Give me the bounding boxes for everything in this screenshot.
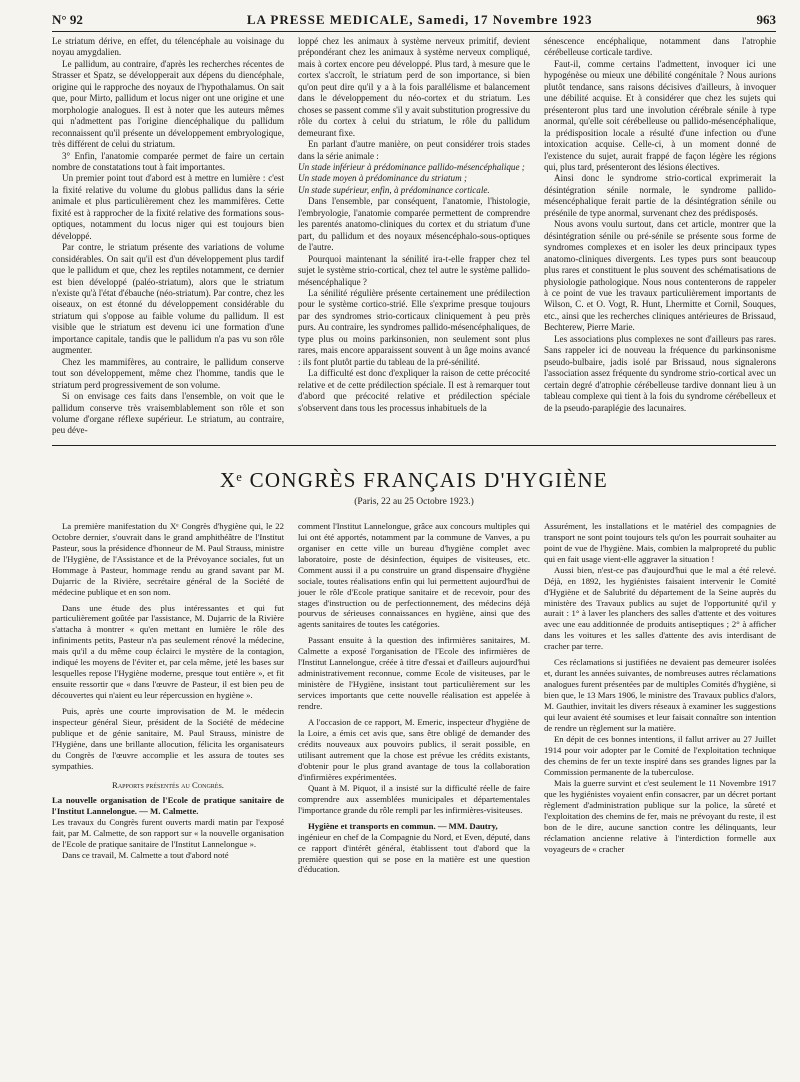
- page-number: 963: [756, 12, 776, 27]
- column-3: [544, 36, 776, 437]
- congress-heading: [52, 468, 776, 507]
- article-columns: [52, 36, 776, 437]
- stage-item: Un stade supérieur, enfin, à prédominance corticale.: [298, 184, 490, 195]
- issue-number: N° 92: [52, 12, 83, 27]
- report-title: La nouvelle organisation de l'Ecole de pratique sanitaire de l'Institut Lannelongue. — M. Calmette.: [52, 794, 284, 816]
- page-header: [52, 12, 776, 32]
- paragraph: Quant à M. Piquot, il a insisté sur la difficulté réelle de faire comprendre aux assemblées municipales et départementales l'importance grande du rôle rempli par les infirmières-visiteuses.: [298, 782, 530, 815]
- stage-item: Un stade moyen à prédominance du striatum ;: [298, 173, 467, 184]
- paragraph: Si on envisage ces faits dans l'ensemble, on voit que le pallidum conserve très vraisemblablement son rôle et son volume d'organe réflexe supérieur. Le striatum, au contraire, peu déve-: [52, 391, 284, 436]
- paragraph: En parlant d'autre manière, on peut considérer trois stades dans la série animale :: [298, 139, 530, 161]
- stage-item: Un stade inférieur à prédominance pallido-mésencéphalique ;: [298, 161, 525, 172]
- journal-title: LA PRESSE MEDICALE, Samedi, 17 Novembre 1923: [246, 12, 593, 27]
- column-3: [544, 521, 776, 876]
- paragraph: Chez les mammifères, au contraire, le pallidum conserve tout son développement, même chez l'homme, tandis que le striatum perd progressivement de son volume.: [52, 356, 284, 390]
- paragraph: Pourquoi maintenant la sénilité ira-t-elle frapper chez tel sujet le système strio-cortical, chez tel autre le système pallido-mésencéphalique ?: [298, 253, 530, 287]
- paragraph: Dans ce travail, M. Calmette a tout d'abord noté: [62, 849, 229, 860]
- paragraph: comment l'Institut Lannelongue, grâce aux concours multiples qui lui ont été apportés, notamment par la commune de Vanves, a pu organiser en cette ville un bureau d'hygiène complet avec laboratoire, poste de désinfection, équipes de visiteuses, etc. Comment aussi il a pu construire un grand dispensaire d'hygiène sociale, toutes réalisations enfin qui lui permettent aujourd'hui de jouer le rôle d'Ecole pratique sanitaire et de recevoir, pour des stages d'instruction ou de perfectionnement, des médecins déjà pourvus de sérieuses connaissances en hygiène, ainsi que des agents sanitaires de toutes les catégories.: [298, 520, 530, 630]
- paragraph: loppé chez les animaux à système nerveux primitif, devient prépondérant chez les animaux à système nerveux compliqué, mais à cortex encore peu développé. Plus tard, à mesure que le cortex s'accroît, le striatum perd de son importance, si bien qu'on peut dire qu'il y a à la fois parallélisme et balancement dans le développement du néo-cortex et du striatum. Les choses se passent comme s'il y avait substitution progressive du rôle du cortex à celui du striatum, le rôle du pallidum demeurant fixe.: [298, 36, 530, 138]
- column-2: [298, 521, 530, 876]
- column-1: [52, 36, 284, 437]
- section-divider: [52, 445, 776, 446]
- paragraph: La première manifestation du Xᵉ Congrès d'hygiène qui, le 22 Octobre dernier, s'ouvrait dans le grand amphithéâtre de l'Institut Pasteur, sous la présidence d'honneur de M. Paul Strauss, ministre de l'Hygiène, de l'Assistance et de la Prévoyance sociales, fut un Hommage à Pasteur, hommage rendu au grand savant par M. Dujarric de la Rivière, secrétaire général de la Société de médecine publique et en son nom.: [52, 520, 284, 597]
- section-dates: (Paris, 22 au 25 Octobre 1923.): [354, 496, 474, 507]
- paragraph: Dans une étude des plus intéressantes et qui fut particulièrement goûtée par l'assistance, M. Dujarric de la Rivière s'attacha à montrer « qu'en mettant en lumière le rôle des infiniments petits, Pasteur n'a pas seulement rénové la médecine, mais qu'il a du même coup éclairci le mystère de la contagion, indiqué les moyens de l'éviter et, par cela même, jeté les bases sur lesquelles repose l'Hygiène moderne, presque tout entière », et fit ensuite ressortir que « dans l'œuvre de Pasteur, il est bien peu de découvertes qui n'aient eu leur répercussion en hygiène ».: [52, 602, 284, 701]
- paragraph: Puis, après une courte improvisation de M. le médecin inspecteur général Sieur, président de la Société de médecine publique et de génie sanitaire, M. Paul Strauss, ministre de l'Hygiène, dans une brillante allocution, félicita les organisateurs du Congrès de l'œuvre accomplie et les assura de toutes ses sympathies.: [52, 706, 284, 771]
- paragraph: Ainsi donc le syndrome strio-cortical exprimerait la désintégration sénile normale, le syndrome pallido-mésencéphalique ferait partie de la désintégration sénile ou présénile de type anormal, survenant chez des prédisposés.: [544, 173, 776, 218]
- paragraph: En dépit de ces bonnes intentions, il fallut arriver au 27 Juillet 1914 pour voir adopter par le Comité de l'exploitation technique des chemins de fer un texte inspiré dans ses grandes lignes par la Commission permanente de la tuberculose.: [544, 733, 776, 777]
- column-1: [52, 521, 284, 876]
- paragraph: Le striatum dérive, en effet, du télencéphale au voisinage du noyau amygdalien.: [52, 36, 284, 58]
- paragraph: Aussi bien, n'est-ce pas d'aujourd'hui que le mal a été relevé. Déjà, en 1892, les hygiénistes faisaient intervenir le Comité d'Hygiène et de Salubrité du département de la Seine auprès du ministère des Travaux publics au sujet de l'opportunité qu'il y aurait : 1° à laver les planchers des salles d'attente et des voitures avec une eau additionnée de produits antiseptiques ; 2° à afficher dans les voitures et les salles d'attente des avis interdisant de cracher par terre.: [544, 564, 776, 652]
- paragraph: Le pallidum, au contraire, d'après les recherches récentes de Strasser et Spatz, se développerait aux dépens du diencéphale, origine qui le rapproche des noyaux de l'hypothalamus. On sait que, pour Mirto, pallidum et locus niger ont une origine et une morphologie analogues. Il est à noter que les auteurs mêmes qui n'admettent pas l'origine diencéphalique du pallidum reconnaissent qu'il présente un développement embryologique, très différent de celui du striatum.: [52, 58, 284, 150]
- paragraph: Passant ensuite à la question des infirmières sanitaires, M. Calmette a exposé l'organisation de l'Ecole des infirmières de l'Institut Lannelongue, créée à titre d'essai et d'ailleurs aujourd'hui administrativement reconnue, comme Ecole de visiteuses, par le ministère de l'Hygiène, insistant tout particulièrement sur les services importants que cette nouvelle réalisation est appelée à rendre.: [298, 635, 530, 712]
- paragraph: Les travaux du Congrès furent ouverts mardi matin par l'exposé fait, par M. Calmette, de son rapport sur « la nouvelle organisation de l'Ecole de pratique sanitaire de l'Institut Lannelongue ».: [52, 816, 284, 849]
- paragraph: Assurément, les installations et le matériel des compagnies de transport ne sont point toujours tels qu'on les pourrait souhaiter au point de vue de l'hygiène. Mais, combien la malpropreté du public qui en fait usage vient-elle aggraver la situation !: [544, 520, 776, 564]
- paragraph: La difficulté est donc d'expliquer la raison de cette précocité relative et de cette prédilection spéciale. Il est à remarquer tout d'abord que précocité relative et prédilection spéciale s'observent dans tous les processus inhabituels de la: [298, 368, 530, 413]
- paragraph: sénescence encéphalique, notamment dans l'atrophie cérébelleuse corticale tardive.: [544, 36, 776, 58]
- column-2: [298, 36, 530, 437]
- section-title: Xᵉ CONGRÈS FRANÇAIS D'HYGIÈNE: [219, 467, 609, 492]
- report-title: Hygiène et transports en commun. — MM. Dautry,: [308, 820, 498, 831]
- paragraph: Faut-il, comme certains l'admettent, invoquer ici une hypogénèse ou mieux une débilité congénitale ? Nous aurions plutôt tendance, sans raisons décisives d'ailleurs, à invoquer une débilité acquise. Et à considérer que chez les sujets qui présenteront plus tard une involution cérébrale sénile à type anormal, qu'elle soit cérébelleuse ou pallido-mésencéphalique, la prédisposition locale a résulté d'une infection ou d'une intoxication acquise. Celle-ci, à un moment donné de l'existence du sujet, aurait frappé de façon légère les régions qui, plus tard, présenteront des lésions électives.: [544, 58, 776, 172]
- paragraph: Par contre, le striatum présente des variations de volume considérables. On sait qu'il est d'un développement plus tardif que le pallidum et que, chez les reptiles notamment, ce dernier est bien développé (paléo-striatum), alors que le striatum n'existe qu'à l'état d'ébauche (néo-striatum). Par contre, chez les oiseaux, on est étonné du développement considérable du striatum qui s'oppose au faible volume du pallidum. Il est visible que le striatum est devenu ici une formation d'une importance capitale, tandis que le pallidum n'a pas vu son rôle augmenter.: [52, 242, 284, 356]
- paragraph: A l'occasion de ce rapport, M. Emeric, inspecteur d'hygiène de la Loire, a émis cet avis que, sans être obligé de demander des crédits nouveaux aux pouvoirs publics, il serait possible, en utilisant autrement que la chose est prévue les crédits existants, d'obtenir pour le plus grand avantage de tous la collaboration d'infirmières expérimentées.: [298, 717, 530, 782]
- paragraph: Ces réclamations si justifiées ne devaient pas demeurer isolées et, durant les années suivantes, de nombreuses autres réclamations analogues furent présentées par de multiples Comités d'hygiène, si bien que, le 13 Mars 1906, le ministre des Travaux publics d'alors, M. Gauthier, invitait les divers réseaux à examiner les suggestions qui leur avaient été soumises et leur faisait connaître son intention de rendre un règlement sur la matière.: [544, 657, 776, 734]
- paragraph: Un premier point tout d'abord est à mettre en lumière : c'est la fixité relative du volume du globus pallidus dans la série animale et plus particulièrement chez les mammifères. Cette fixité est à rapprocher de la fixité relative des formations sous-optiques, notamment du locus niger qui est toujours bien développé.: [52, 173, 284, 241]
- paragraph: ingénieur en chef de la Compagnie du Nord, et Even, député, dans ce rapport d'intérêt général, établissent tout d'abord que la première question qui se pose en la matière est une question d'éducation.: [298, 831, 530, 875]
- paragraph: Mais la guerre survint et c'est seulement le 11 Novembre 1917 que les hygiénistes voyaient enfin consacrer, par un décret portant règlement d'administration publique sur la police, la sûreté et l'exploitation des chemins de fer, mais ne prévoyant du reste, il est bon de le dire, aucune sanction contre les délinquants, leur réclamation ancienne relative à l'interdiction formelle aux voyageurs de « cracher: [544, 777, 776, 854]
- paragraph: Dans l'ensemble, par conséquent, l'anatomie, l'histologie, l'embryologie, l'anatomie comparée permettent de comprendre les parentés anatomo-cliniques du cortex et du striatum d'une part, du pallidum et des noyaux mésencéphalo-sous-optiques de l'autre.: [298, 196, 530, 253]
- paragraph: La sénilité régulière présente certainement une prédilection pour le système cortico-strié. Elle s'exprime presque toujours par des syndromes strio-corticaux cliniquement à peu près purs. Au contraire, les syndromes pallido-mésencéphaliques, de type plus ou moins parkinsonien, non seulement sont plus rares, mais encore apparaissent souvent à un âge moins avancé : ils font plutôt partie du tableau de la pré-sénilité.: [298, 287, 530, 367]
- reports-heading: Rapports présentés au Congrès.: [112, 779, 224, 790]
- report-columns: [52, 521, 776, 876]
- paragraph: Nous avons voulu surtout, dans cet article, montrer que la désintégration sénile ou pré-sénile se présente sous forme de syndromes complexes et en isoler les deux principaux types anatomo-cliniques divergents. Les types purs sont beaucoup plus rares et constituent le plus souvent des schématisations de physiologie pathologique. Nous nous contenterons de rappeler à ce point de vue les travaux particulièrement importants de Wilson, C. et O. Vogt, R. Hunt, Lhermitte et Cornil, Souques, etc., ainsi que les recherches cliniques antérieures de Brissaud, Bechterew, Pierre Marie.: [544, 219, 776, 333]
- paragraph: 3° Enfin, l'anatomie comparée permet de faire un certain nombre de constatations tout à fait importantes.: [52, 150, 284, 172]
- paragraph: Les associations plus complexes ne sont d'ailleurs pas rares. Sans rappeler ici de nouveau la fréquence du parkinsonisme pseudo-bulbaire, jadis isolé par Brissaud, nous signalerons l'association assez fréquente du syndrome strio-cortical avec un certain degré d'atrophie cérébelleuse tardive donnant lieu à un tableau complexe qui tient à la fois du syndrome cérébelleux et de la pseudo-paraplégie des lacunaires.: [544, 333, 776, 413]
